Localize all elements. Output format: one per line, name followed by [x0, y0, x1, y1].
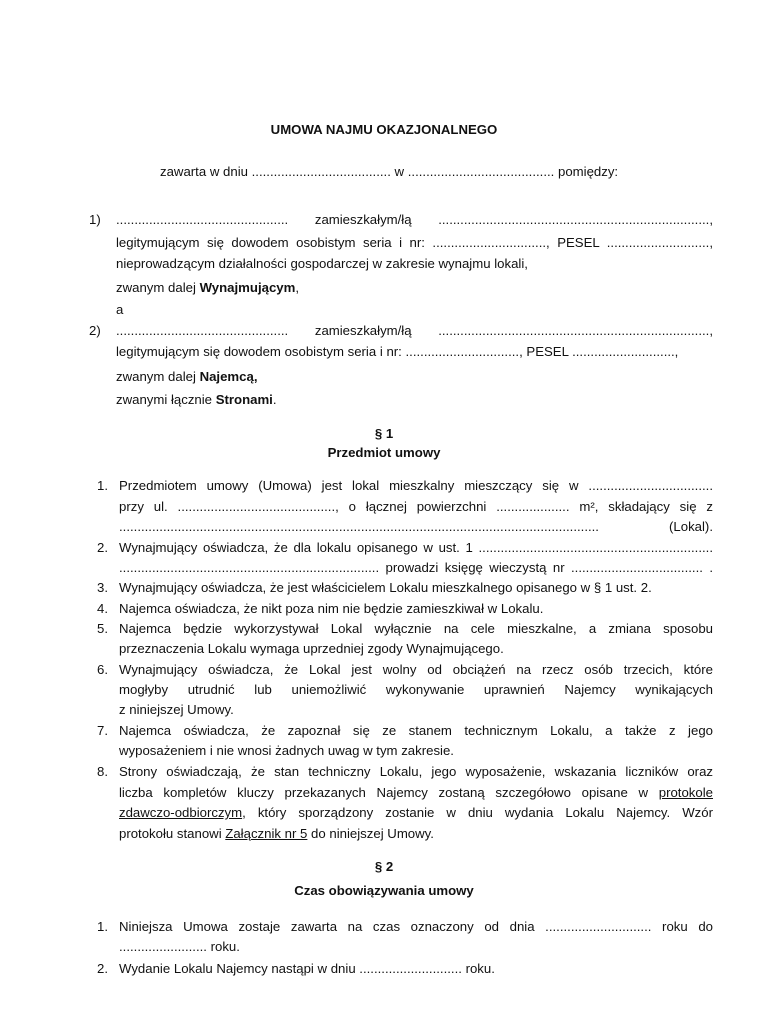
s1-item3-line1: Wynajmujący oświadcza, że jest właścicielem Lokalu mieszkalnego opisanego w § 1 ust. 2.	[119, 580, 652, 595]
party1-line1	[116, 210, 713, 230]
s1-item8-text-end: protokołu stanowi	[119, 826, 226, 841]
party1-line2: legitymującym się dowodem osobistym seria i nr: ..............................., PESEL ............................,	[116, 235, 713, 250]
s1-item4-number: 4.	[97, 601, 108, 616]
s1-item2-line2: ....................................................................... prowadzi księgę wieczystą nr .................................... .	[119, 560, 713, 575]
s1-item2-number: 2.	[97, 540, 108, 555]
section1-heading: Przedmiot umowy	[327, 445, 441, 460]
intro-prefix: zawarta w dniu	[160, 164, 248, 179]
s1-item1-line2: przy ul. ..........................................., o łącznej powierzchni .................... m², składający się z	[119, 499, 713, 514]
s1-item8-line3	[119, 803, 713, 823]
s1-item8-text-cont: , który sporządzony zostanie w dniu wydania Lokalu Najemcy. Wzór	[242, 805, 713, 820]
party1-residence-label: zamieszkałym/łą	[314, 212, 412, 227]
parties-joint-suffix: .	[272, 392, 277, 407]
intro-suffix: pomiędzy:	[557, 164, 619, 179]
s1-item8-line2	[119, 783, 713, 803]
party1-alias-suffix: ,	[295, 280, 300, 295]
parties-joint-line	[116, 390, 277, 410]
s1-item7-line2: wyposażeniem i nie wnosi żadnych uwag w tym zakresie.	[119, 743, 454, 758]
party1-alias: Wynajmującym	[199, 280, 296, 295]
party2-name-blank: ...............................................	[116, 323, 289, 338]
section2-heading: Czas obowiązywania umowy	[294, 883, 474, 898]
party2-number: 2)	[89, 323, 101, 338]
party2-line3	[116, 367, 257, 387]
s1-item6-number: 6.	[97, 662, 108, 677]
s2-item2-number: 2.	[97, 961, 108, 976]
s1-item8-text-tail: do niniejszej Umowy.	[307, 826, 434, 841]
party2-alias-prefix: zwanym dalej	[116, 369, 200, 384]
party2-line1	[116, 321, 713, 341]
parties-joint-alias: Stronami	[215, 392, 273, 407]
s1-item7-line1: Najemca oświadcza, że zapoznał się ze stanem technicznym Lokalu, a także z jego	[119, 723, 713, 738]
s1-item7-number: 7.	[97, 723, 108, 738]
s1-item5-line1: Najemca będzie wykorzystywał Lokal wyłącznie na cele mieszkalne, a zmiana sposobu	[119, 621, 713, 636]
protocol-reference-link-cont: zdawczo-odbiorczym	[119, 805, 243, 820]
s1-item8-text: liczba kompletów kluczy przekazanych Najemcy zostaną szczegółowo opisane w	[119, 785, 659, 800]
party2-address-blank: ..........................................................................,	[438, 323, 713, 338]
protocol-reference-link: protokole	[658, 785, 713, 800]
s1-item6-line2: mogłyby utrudnić lub uniemożliwić wykonywanie uprawnień Najemcy wynikających	[119, 682, 713, 697]
s1-item8-line4	[119, 824, 713, 844]
intro-mid: w	[394, 164, 405, 179]
s1-item1-number: 1.	[97, 478, 108, 493]
party-conjunction: a	[116, 302, 124, 317]
s1-item1-line1: Przedmiotem umowy (Umowa) jest lokal mieszkalny mieszczący się w ..................................	[119, 478, 713, 493]
intro-place-blank: ........................................	[407, 164, 555, 179]
party1-number: 1)	[89, 212, 101, 227]
intro-date-blank: ......................................	[251, 164, 391, 179]
s1-item8-line1: Strony oświadczają, że stan techniczny Lokalu, jego wyposażenie, wskazania liczników oraz	[119, 764, 713, 779]
party2-alias: Najemcą,	[199, 369, 258, 384]
s1-item2-line1: Wynajmujący oświadcza, że dla lokalu opisanego w ust. 1 ................................................................	[119, 540, 713, 555]
document-title: UMOWA NAJMU OKAZJONALNEGO	[270, 122, 498, 137]
attachment-5-reference: Załącznik nr 5	[225, 826, 308, 841]
party2-line2: legitymującym się dowodem osobistym seria i nr: ..............................., PESEL ............................,	[116, 344, 679, 359]
s1-item6-line1: Wynajmujący oświadcza, że Lokal jest wolny od obciążeń na rzecz osób trzecich, które	[119, 662, 713, 677]
s1-item3-number: 3.	[97, 580, 108, 595]
party1-name-blank: ...............................................	[116, 212, 289, 227]
s1-item1-line3: ................................................................................................................................... (Lokal).	[119, 519, 713, 534]
party1-line3: nieprowadzącym działalności gospodarczej w zakresie wynajmu lokali,	[116, 256, 528, 271]
s2-item1-line2: ........................ roku.	[119, 939, 240, 954]
party2-residence-label: zamieszkałym/łą	[314, 323, 412, 338]
intro-line	[160, 162, 660, 182]
s1-item6-line3: z niniejszej Umowy.	[119, 702, 234, 717]
s1-item4-line1: Najemca oświadcza, że nikt poza nim nie będzie zamieszkiwał w Lokalu.	[119, 601, 544, 616]
s1-item5-line2: przeznaczenia Lokalu wymaga uprzedniej zgody Wynajmującego.	[119, 641, 504, 656]
s1-item5-number: 5.	[97, 621, 108, 636]
party1-address-blank: ..........................................................................,	[438, 212, 713, 227]
s2-item2-line1: Wydanie Lokalu Najemcy nastąpi w dniu ............................ roku.	[119, 961, 495, 976]
party1-alias-prefix: zwanym dalej	[116, 280, 200, 295]
parties-joint-prefix: zwanymi łącznie	[116, 392, 216, 407]
section1-symbol: § 1	[374, 426, 394, 441]
s2-item1-line1: Niniejsza Umowa zostaje zawarta na czas oznaczony od dnia ............................. roku do	[119, 919, 713, 934]
s2-item1-number: 1.	[97, 919, 108, 934]
s1-item8-number: 8.	[97, 764, 108, 779]
party1-line4	[116, 278, 713, 298]
section2-symbol: § 2	[374, 859, 394, 874]
